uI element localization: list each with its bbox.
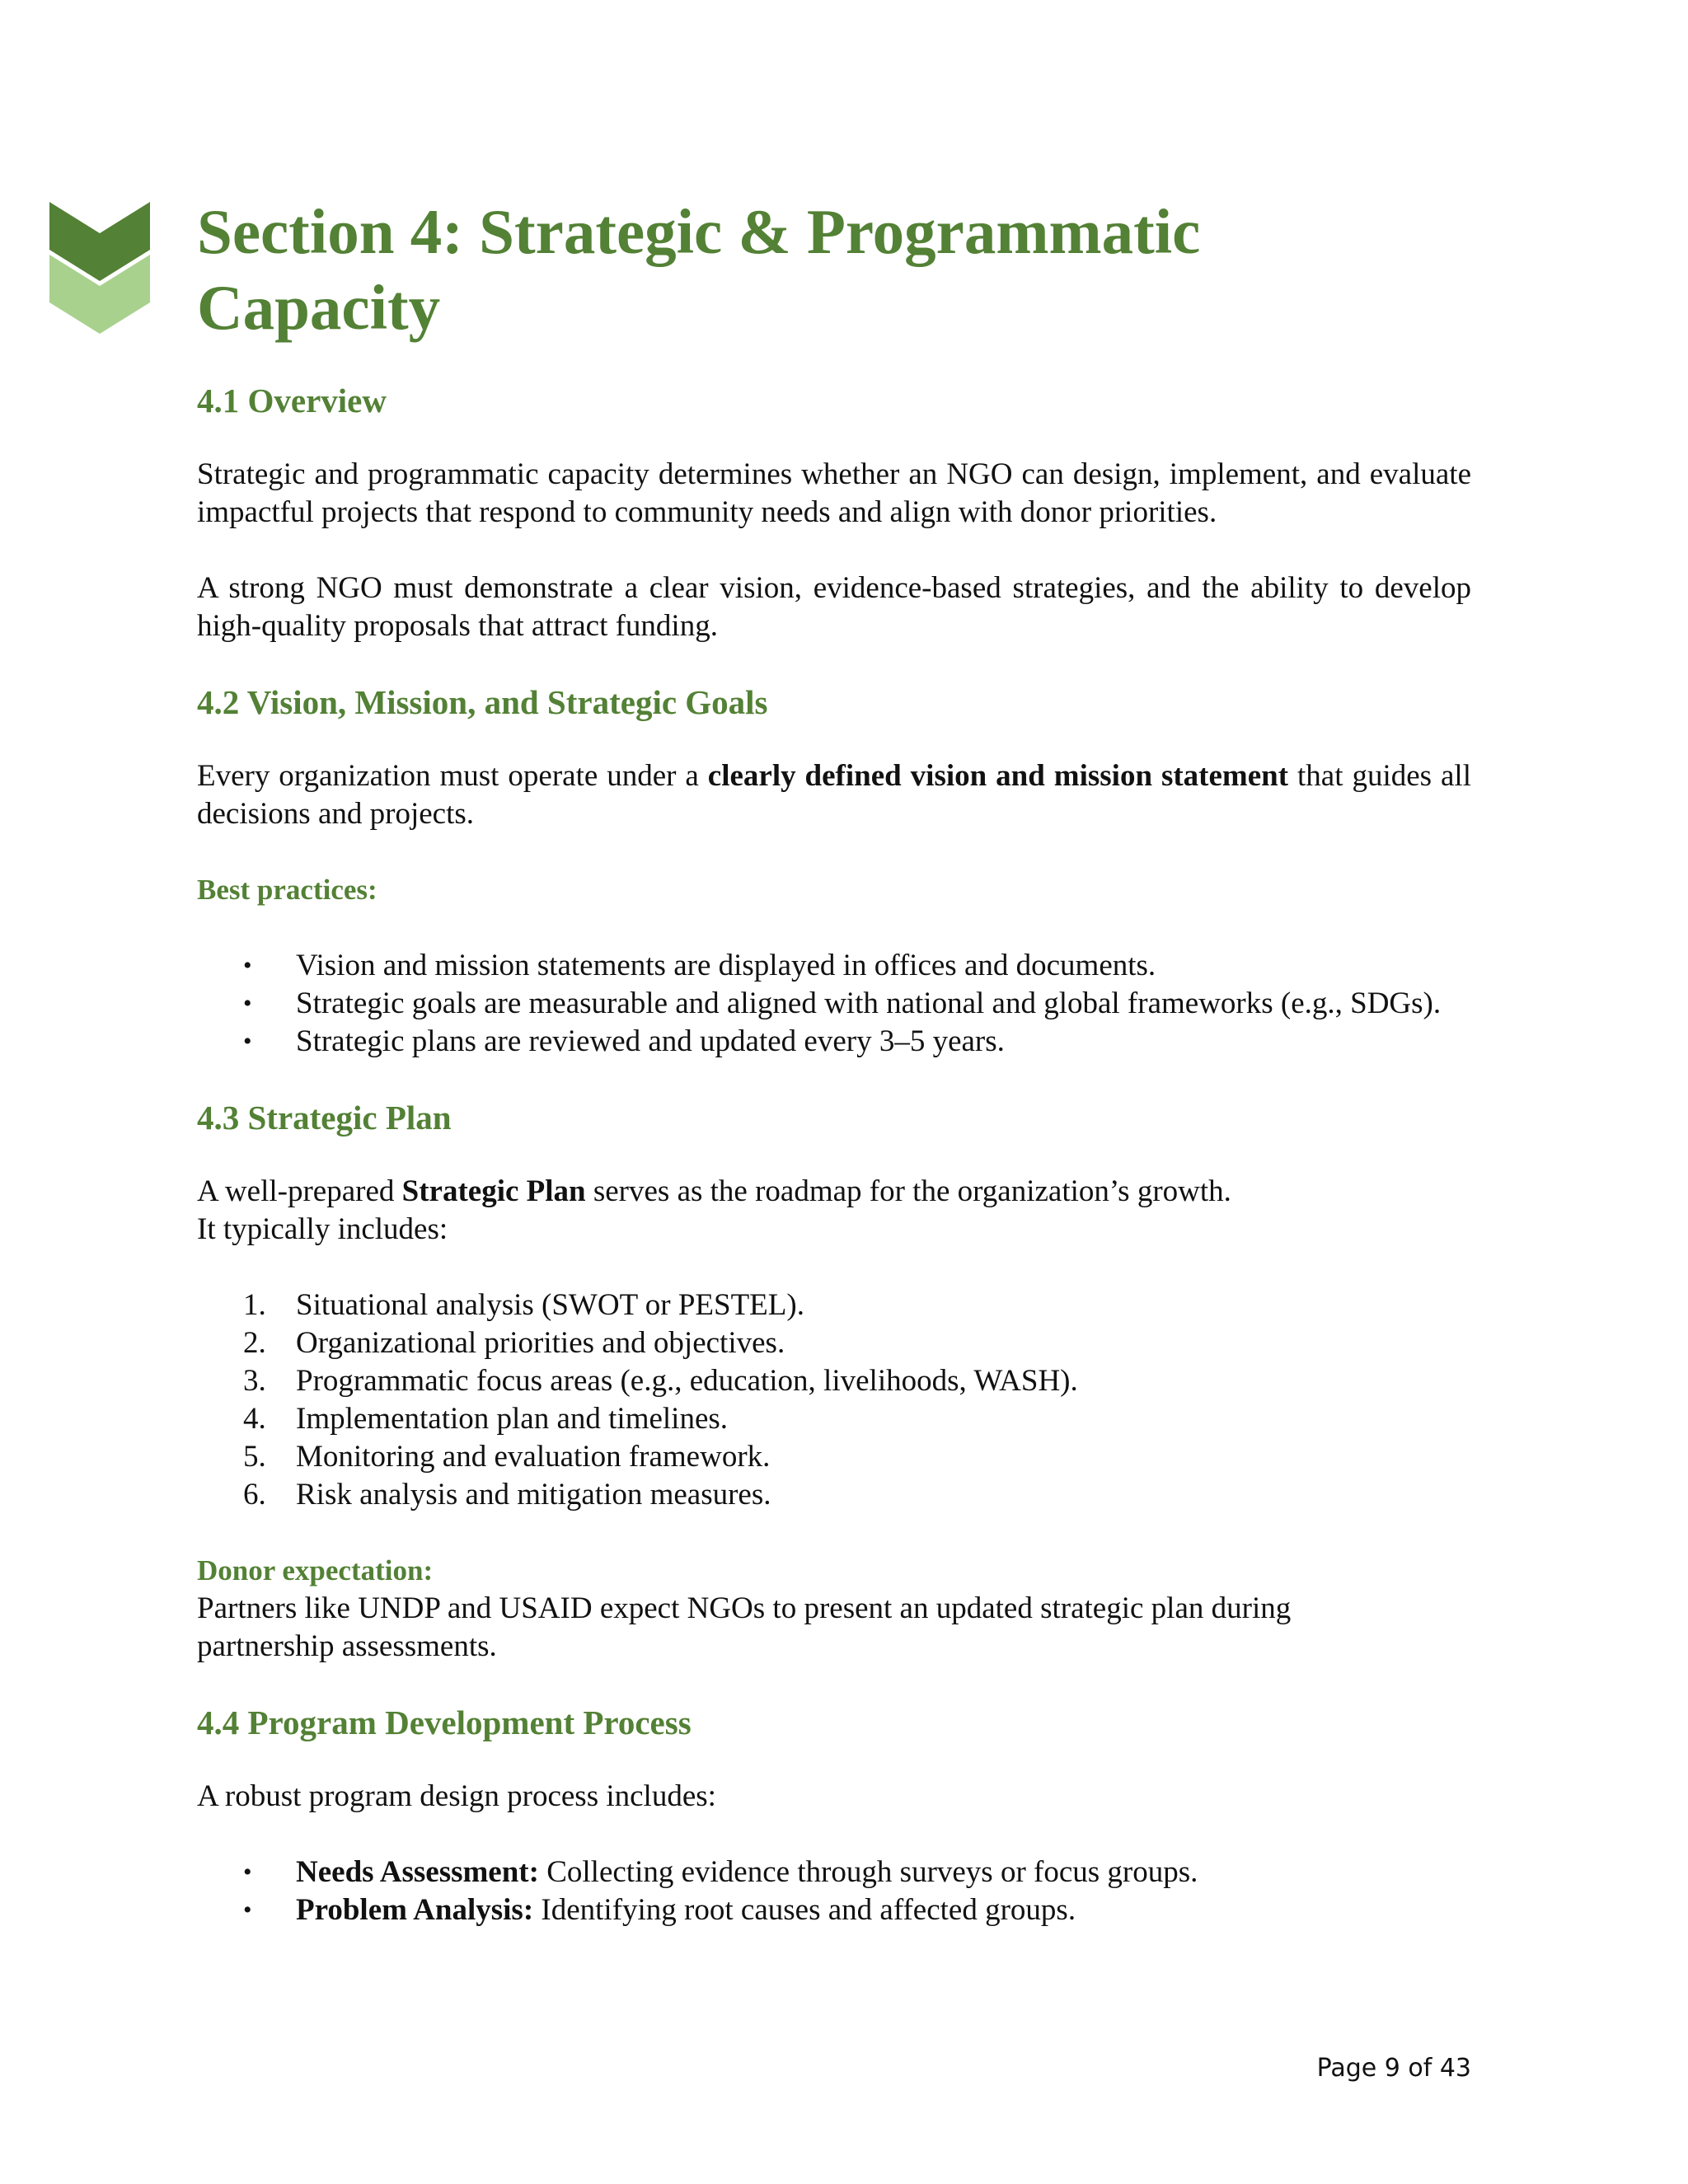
list-item: • Problem Analysis: Identifying root causes and affected groups. (197, 1891, 1471, 1929)
section-title: Section 4: Strategic & Programmatic Capacity (197, 196, 1201, 343)
page-content (197, 194, 1471, 1929)
list-item: 6. Risk analysis and mitigation measures. (243, 1478, 771, 1511)
list-item: • Vision and mission statements are displayed in offices and documents. (197, 947, 1471, 985)
page-number: Page 9 of 43 (1316, 2054, 1471, 2083)
list-item: • Strategic goals are measurable and aligned with national and global frameworks (e.g., SDGs). (197, 985, 1471, 1023)
heading-strategic-plan: 4.3 Strategic Plan (197, 1099, 452, 1137)
vision-intro: Every organization must operate under a clearly defined vision and mission statement that guides all decisions and projects. (197, 759, 1471, 831)
program-process-list (197, 1854, 1471, 1929)
best-practices-list (197, 947, 1471, 1061)
bullet-icon: • (243, 952, 252, 979)
strategic-plan-list (197, 1286, 1471, 1514)
bullet-icon: • (243, 990, 252, 1017)
donor-expectation-text: Partners like UNDP and USAID expect NGOs to present an updated strategic plan during partnership assessments. (197, 1591, 1292, 1663)
list-item: 1. Situational analysis (SWOT or PESTEL). (243, 1288, 804, 1322)
best-practices-label: Best practices: (197, 874, 377, 906)
heading-program-development: 4.4 Program Development Process (197, 1704, 692, 1741)
list-item: 4. Implementation plan and timelines. (243, 1402, 729, 1436)
list-item: • Strategic plans are reviewed and updated every 3–5 years. (197, 1023, 1471, 1061)
list-item: 5. Monitoring and evaluation framework. (243, 1440, 771, 1474)
list-item: • Needs Assessment: Collecting evidence through surveys or focus groups. (197, 1854, 1471, 1891)
bullet-icon: • (243, 1896, 252, 1924)
overview-paragraph-1: Strategic and programmatic capacity determines whether an NGO can design, implement, and evaluate impactful projects that respond to community needs and align with donor priorities. (197, 457, 1471, 529)
section-chevron-icon (49, 202, 150, 334)
plan-intro: A well-prepared Strategic Plan serves as the roadmap for the organization’s growth. (197, 1174, 1231, 1208)
program-intro: A robust program design process includes: (197, 1779, 716, 1813)
list-item: 2. Organizational priorities and objectives. (243, 1326, 785, 1360)
heading-vision: 4.2 Vision, Mission, and Strategic Goals (197, 683, 768, 721)
list-item: 3. Programmatic focus areas (e.g., education, livelihoods, WASH). (243, 1364, 1078, 1398)
plan-intro-line2: It typically includes: (197, 1212, 448, 1246)
overview-paragraph-2: A strong NGO must demonstrate a clear vision, evidence-based strategies, and the ability to develop high-quality proposals that attract funding. (197, 571, 1471, 643)
bullet-icon: • (243, 1028, 252, 1055)
donor-expectation-label: Donor expectation: (197, 1554, 434, 1586)
bullet-icon: • (243, 1858, 252, 1886)
heading-overview: 4.1 Overview (197, 382, 387, 419)
